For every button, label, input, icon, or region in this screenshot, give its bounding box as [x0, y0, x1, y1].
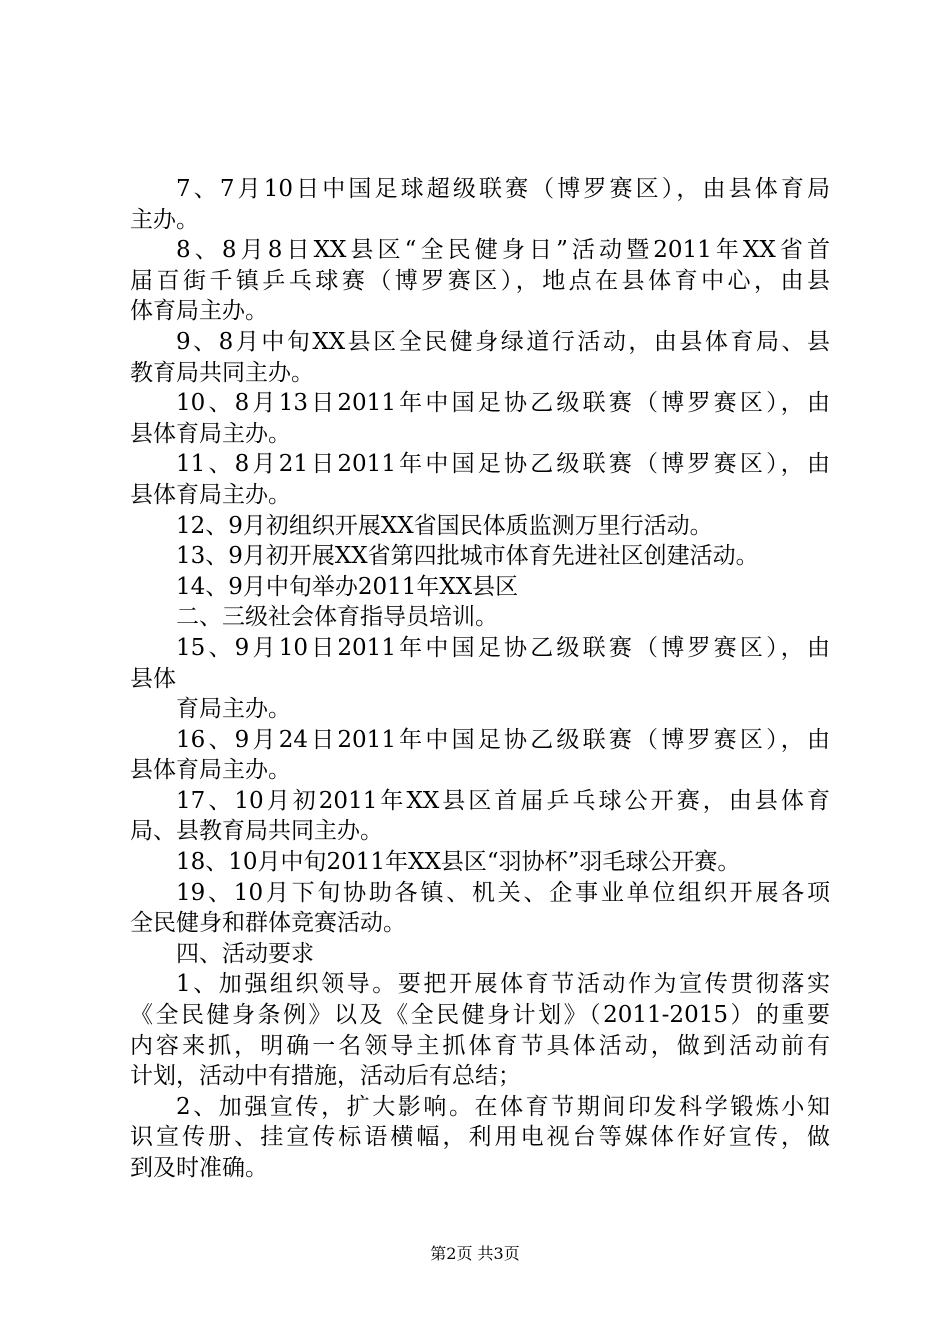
page-footer — [0, 1244, 950, 1264]
paragraph-line: 8、8月8日XX县区“全民健身日”活动暨2011年XX省首 — [176, 237, 830, 264]
paragraph-line: 识宣传册、挂宣传标语横幅，利用电视台等媒体作好宣传，做 — [130, 1124, 830, 1151]
paragraph-line: 县体 — [130, 665, 176, 692]
paragraph-line: 14、9月中旬举办2011年XX县区 — [176, 573, 519, 600]
document-body — [130, 174, 830, 1184]
paragraph-line: 17、10月初2011年XX县区首届乒乓球公开赛，由县体育 — [176, 787, 830, 814]
paragraph-line: 全民健身和群体竞赛活动。 — [130, 910, 406, 937]
paragraph-line: 12、9月初组织开展XX省国民体质监测万里行活动。 — [176, 512, 713, 539]
paragraph-line: 内容来抓，明确一名领导主抓体育节具体活动，做到活动前有 — [130, 1032, 830, 1059]
paragraph-line: 11、8月21日2011年中国足协乙级联赛（博罗赛区），由 — [176, 451, 830, 478]
paragraph-line: 局、县教育局共同主办。 — [130, 818, 383, 845]
paragraph-line: 1、加强组织领导。要把开展体育节活动作为宣传贯彻落实 — [176, 971, 830, 998]
paragraph-line: 县体育局主办。 — [130, 757, 291, 784]
paragraph-line: 二、三级社会体育指导员培训。 — [176, 604, 498, 631]
paragraph-line: 13、9月初开展XX省第四批城市体育先进社区创建活动。 — [176, 543, 759, 570]
paragraph-line: 15、9月10日2011年中国足协乙级联赛（博罗赛区），由 — [176, 634, 830, 661]
paragraph-line: 2、加强宣传，扩大影响。在体育节期间印发科学锻炼小知 — [176, 1093, 830, 1120]
paragraph-line: 育局主办。 — [176, 696, 291, 723]
paragraph-line: 10、8月13日2011年中国足协乙级联赛（博罗赛区），由 — [176, 390, 830, 417]
paragraph-line: 计划，活动中有措施，活动后有总结； — [130, 1063, 521, 1090]
paragraph-line: 7、7月10日中国足球超级联赛（博罗赛区），由县体育局 — [176, 176, 830, 202]
paragraph-line: 届百街千镇乒乓球赛（博罗赛区），地点在县体育中心，由县 — [130, 267, 830, 294]
paragraph-line: 县体育局主办。 — [130, 481, 291, 508]
paragraph-line: 18、10月中旬2011年XX县区“羽协杯”羽毛球公开赛。 — [176, 849, 741, 876]
section-heading: 四、活动要求 — [176, 940, 314, 967]
page-number: 第2页 共3页 — [430, 1244, 520, 1263]
paragraph-line: 19、10月下旬协助各镇、机关、企事业单位组织开展各项 — [176, 879, 830, 906]
paragraph-line: 到及时准确。 — [130, 1155, 268, 1181]
paragraph-line: 9、8月中旬XX县区全民健身绿道行活动，由县体育局、县 — [176, 328, 830, 355]
paragraph-line: 教育局共同主办。 — [130, 359, 314, 386]
paragraph-line: 主办。 — [130, 206, 199, 233]
paragraph-line: 体育局主办。 — [130, 298, 268, 325]
paragraph-line: 16、9月24日2011年中国足协乙级联赛（博罗赛区），由 — [176, 726, 830, 753]
paragraph-line: 县体育局主办。 — [130, 420, 291, 447]
paragraph-line: 《全民健身条例》以及《全民健身计划》（2011-2015）的重要 — [130, 1002, 830, 1029]
